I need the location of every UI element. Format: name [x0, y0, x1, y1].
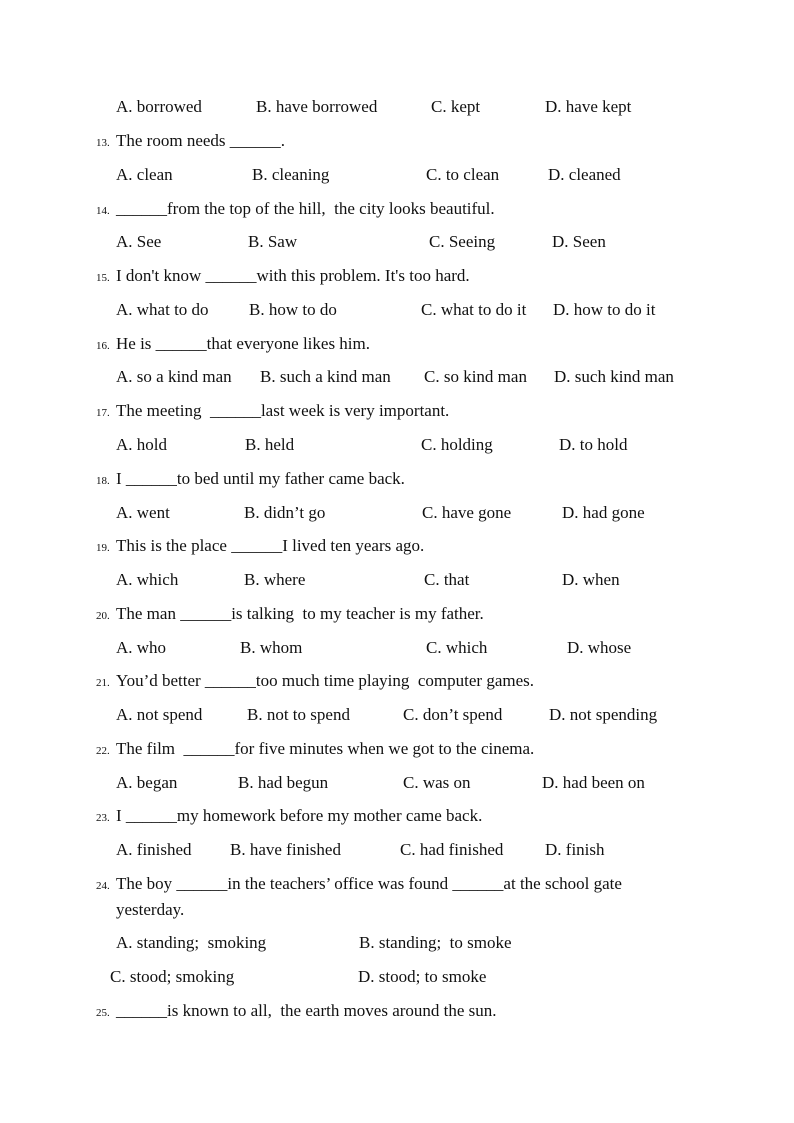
question-number: 17.	[96, 407, 110, 419]
option-b[interactable]: B. didn’t go	[244, 503, 326, 522]
option-d[interactable]: D. to hold	[559, 435, 628, 454]
option-c[interactable]: C. kept	[431, 97, 481, 116]
option-d[interactable]: D. such kind man	[554, 367, 674, 386]
option-b[interactable]: B. standing; to smoke	[359, 933, 512, 952]
option-a[interactable]: A. not spend	[116, 705, 203, 724]
option-d[interactable]: D. finish	[545, 840, 605, 859]
option-c[interactable]: C. Seeing	[429, 232, 496, 251]
option-d[interactable]: D. have kept	[545, 97, 632, 116]
question-stem: ______is known to all, the earth moves around the sun.	[116, 1001, 497, 1020]
option-b[interactable]: B. have finished	[230, 840, 341, 859]
option-c[interactable]: C. stood; smoking	[110, 967, 235, 986]
option-c[interactable]: C. was on	[403, 773, 471, 792]
question-number: 15.	[96, 272, 110, 284]
option-b[interactable]: B. whom	[240, 638, 303, 657]
option-c[interactable]: C. that	[424, 570, 470, 589]
question-number: 21.	[96, 677, 110, 689]
option-c[interactable]: C. so kind man	[424, 367, 527, 386]
question-stem: The man ______is talking to my teacher is my father.	[116, 604, 484, 623]
option-a[interactable]: A. who	[116, 638, 167, 657]
option-b[interactable]: B. how to do	[249, 300, 337, 319]
question-number: 19.	[96, 542, 110, 554]
option-a[interactable]: A. standing; smoking	[116, 933, 267, 952]
option-a[interactable]: A. finished	[116, 840, 192, 859]
option-b[interactable]: B. where	[244, 570, 306, 589]
option-a[interactable]: A. which	[116, 570, 179, 589]
question-number: 13.	[96, 137, 110, 149]
question-number: 18.	[96, 475, 110, 487]
option-a[interactable]: A. what to do	[116, 300, 209, 319]
option-b[interactable]: B. held	[245, 435, 295, 454]
question-stem: The meeting ______last week is very important.	[116, 401, 450, 420]
option-b[interactable]: B. such a kind man	[260, 367, 391, 386]
question-stem-continued: yesterday.	[116, 900, 185, 919]
option-d[interactable]: D. had gone	[562, 503, 645, 522]
question-number: 14.	[96, 205, 110, 217]
option-d[interactable]: D. not spending	[549, 705, 658, 724]
option-c[interactable]: C. don’t spend	[403, 705, 503, 724]
option-d[interactable]: D. when	[562, 570, 620, 589]
question-number: 20.	[96, 610, 110, 622]
option-a[interactable]: A. hold	[116, 435, 167, 454]
option-a[interactable]: A. went	[116, 503, 170, 522]
option-b[interactable]: B. cleaning	[252, 165, 330, 184]
option-d[interactable]: D. Seen	[552, 232, 606, 251]
option-b[interactable]: B. had begun	[238, 773, 329, 792]
question-stem: You’d better ______too much time playing computer games.	[116, 671, 535, 690]
option-a[interactable]: A. so a kind man	[116, 367, 232, 386]
option-a[interactable]: A. See	[116, 232, 162, 251]
option-c[interactable]: C. holding	[421, 435, 493, 454]
option-d[interactable]: D. had been on	[542, 773, 645, 792]
option-d[interactable]: D. how to do it	[553, 300, 656, 319]
question-stem: I ______to bed until my father came back.	[116, 469, 405, 488]
question-number: 16.	[96, 340, 110, 352]
question-number: 22.	[96, 745, 110, 757]
option-c[interactable]: C. to clean	[426, 165, 500, 184]
option-c[interactable]: C. have gone	[422, 503, 512, 522]
option-b[interactable]: B. have borrowed	[256, 97, 378, 116]
option-c[interactable]: C. what to do it	[421, 300, 527, 319]
option-b[interactable]: B. Saw	[248, 232, 298, 251]
option-a[interactable]: A. began	[116, 773, 178, 792]
question-number: 25.	[96, 1007, 110, 1019]
question-stem: I don't know ______with this problem. It's too hard.	[116, 266, 470, 285]
option-d[interactable]: D. whose	[567, 638, 632, 657]
option-d[interactable]: D. cleaned	[548, 165, 621, 184]
option-a[interactable]: A. borrowed	[116, 97, 202, 116]
question-stem: The film ______for five minutes when we got to the cinema.	[116, 739, 535, 758]
question-number: 23.	[96, 812, 110, 824]
question-stem: This is the place ______I lived ten years ago.	[116, 536, 425, 555]
question-stem: I ______my homework before my mother came back.	[116, 806, 483, 825]
option-d[interactable]: D. stood; to smoke	[358, 967, 487, 986]
option-a[interactable]: A. clean	[116, 165, 173, 184]
question-stem: He is ______that everyone likes him.	[116, 334, 371, 353]
option-c[interactable]: C. which	[426, 638, 488, 657]
question-stem: The room needs ______.	[116, 131, 286, 150]
question-number: 24.	[96, 880, 110, 892]
option-c[interactable]: C. had finished	[400, 840, 504, 859]
question-stem: ______from the top of the hill, the city looks beautiful.	[116, 199, 495, 218]
question-stem: The boy ______in the teachers’ office was found ______at the school gate	[116, 874, 622, 893]
option-b[interactable]: B. not to spend	[247, 705, 350, 724]
